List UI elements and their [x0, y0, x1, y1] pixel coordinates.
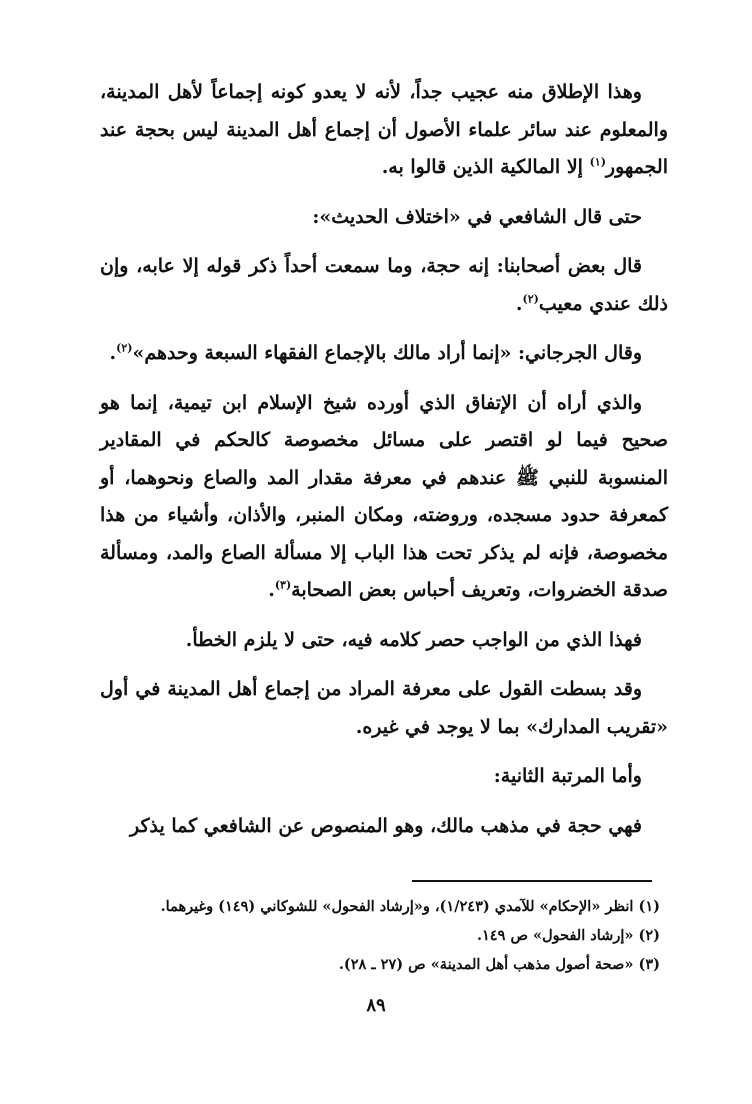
paragraph-2: حتى قال الشافعي في «اختلاف الحديث»: — [312, 205, 642, 228]
paragraph-7: وقد بسطت القول على معرفة المراد من إجماع أهل المدينة في أول «تقريب المدارك» بما لا يوجد في غيره. — [100, 678, 668, 738]
footnote-separator — [412, 880, 652, 882]
paragraph-8: وأما المرتبة الثانية: — [493, 765, 642, 787]
page-number: ٨٩ — [366, 995, 386, 1016]
footnote-1: (١) انظر «الإحكام» للآمدي (١/٢٤٣)، و«إرشاد الفحول» للشوكاني (١٤٩) وغيرهما. — [160, 898, 660, 915]
paragraph-9: فهي حجة في مذهب مالك، وهو المنصوص عن الشافعي كما يذكر — [129, 814, 642, 837]
main-text — [100, 74, 668, 845]
footnotes — [100, 892, 660, 979]
paragraph-1: وهذا الإطلاق منه عجيب جداً، لأنه لا يعدو كونه إجماعاً لأهل المدينة، والمعلوم عند سائر علماء الأصول أن إجماع أهل المدينة ليس بحجة عند الجمهور$^{(١)}$ إلا المالكية الذين قالوا به. — [100, 81, 668, 178]
paragraph-4: وقال الجرجاني: «إنما أراد مالك بالإجماع الفقهاء السبعة وحدهم»$^{(٢)}$. — [109, 341, 642, 364]
paragraph-3: قال بعض أصحابنا: إنه حجة، وما سمعت أحداً ذكر قوله إلا عابه، وإن ذلك عندي معيب$^{(٢)}$. — [100, 255, 668, 315]
paragraph-5: والذي أراه أن الإتفاق الذي أورده شيخ الإسلام ابن تيمية، إنما هو صحيح فيما لو اقتصر على مسائل مخصوصة كالحكم في المقادير المنسوبة للنبي ﷺ عندهم في معرفة مقدار المد والصاع ونحوهما، أو كمعرفة حدود مسجده، وروضته، ومكان المنبر، والأذان، وأشياء من هذا مخصوصة، فإنه لم يذكر تحت هذا الباب إلا مسألة الصاع والمد، ومسألة صدقة الخضروات، وتعريف أحباس بعض الصحابة$^{(٣)}$. — [100, 391, 668, 601]
footnote-3: (٣) «صحة أصول مذهب أهل المدينة» ص (٢٧ ـ ٢٨). — [338, 956, 660, 973]
footnote-ref-1: (١) — [589, 155, 606, 169]
paragraph-6: فهذا الذي من الواجب حصر كلامه فيه، حتى لا يلزم الخطأ. — [185, 628, 642, 651]
footnote-2: (٢) «إرشاد الفحول» ص ١٤٩. — [476, 927, 660, 944]
footnote-ref-3: (٣) — [274, 578, 292, 592]
footnote-ref-2: (٢) — [522, 292, 539, 306]
footnote-ref-2b: (٢) — [116, 341, 133, 355]
